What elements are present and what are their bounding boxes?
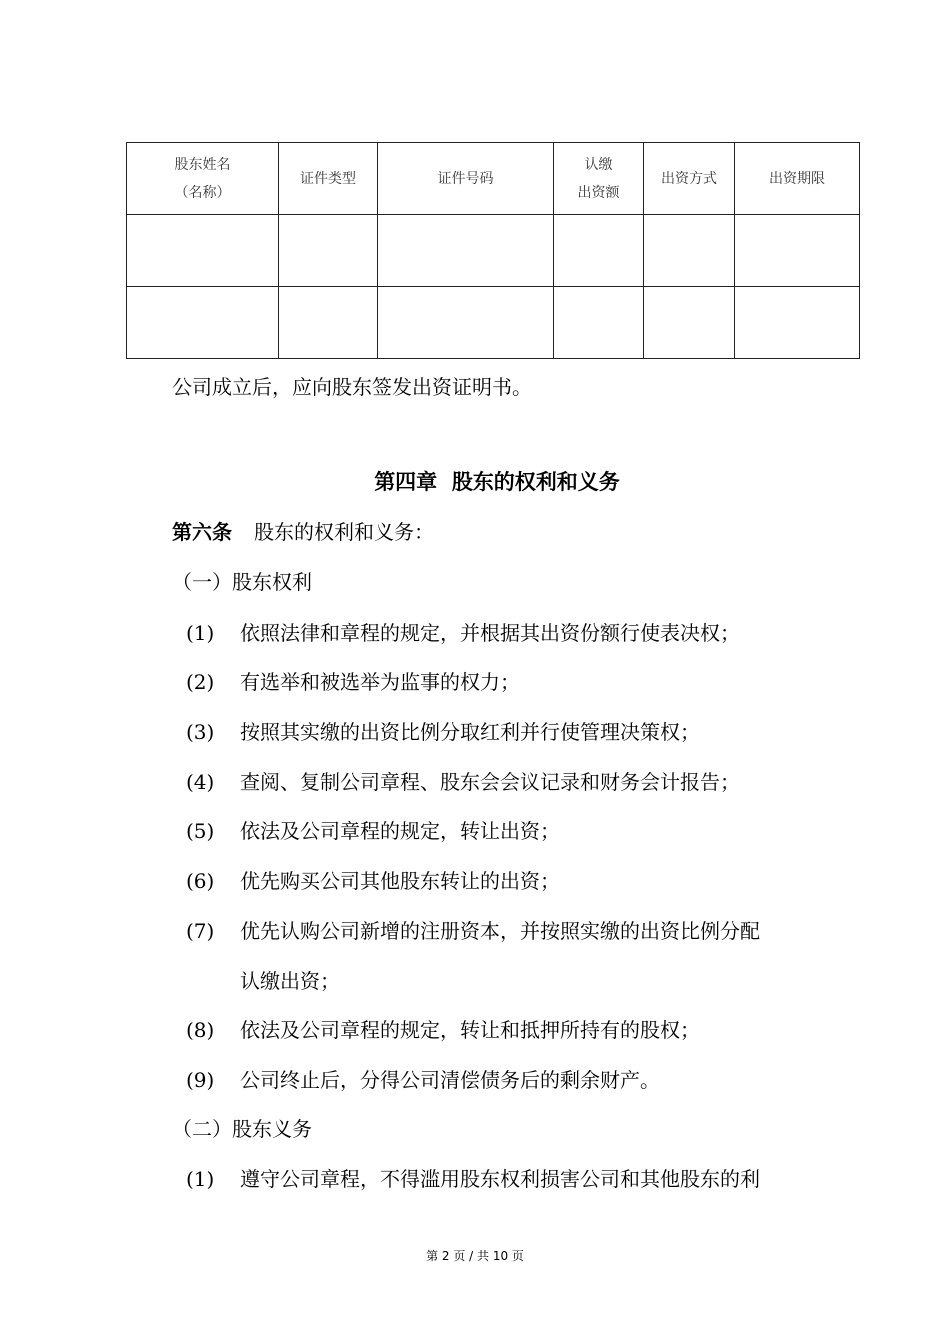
item-number: (7) <box>186 919 215 943</box>
header-shareholder-name <box>127 143 279 215</box>
table-cell <box>378 215 554 287</box>
table-cell <box>554 215 644 287</box>
item-text: 优先购买公司其他股东转让的出资； <box>240 869 560 893</box>
table-cell <box>735 287 860 359</box>
item-number: (5) <box>186 819 215 843</box>
item-number: (1) <box>186 1167 215 1191</box>
header-id-type: 证件类型 <box>279 143 378 215</box>
header-text: （名称） <box>174 184 231 201</box>
table-cell <box>127 287 279 359</box>
item-text: 有选举和被选举为监事的权力； <box>240 670 520 694</box>
list-item <box>186 866 560 896</box>
item-number: (2) <box>186 670 215 694</box>
item-text: 公司终止后，分得公司清偿债务后的剩余财产。 <box>240 1068 660 1092</box>
header-subscribed-amount <box>554 143 644 215</box>
item-number: (1) <box>186 621 215 645</box>
header-id-number: 证件号码 <box>378 143 554 215</box>
item-text: 查阅、复制公司章程、股东会会议记录和财务会计报告； <box>240 770 740 794</box>
header-contribution-deadline: 出资期限 <box>735 143 860 215</box>
header-text: 股东姓名 <box>174 156 231 173</box>
list-item <box>186 717 700 747</box>
item-number: (6) <box>186 869 215 893</box>
header-text: 出资额 <box>577 184 620 201</box>
item-text: 按照其实缴的出资比例分取红利并行使管理决策权； <box>240 720 700 744</box>
rights-heading: （一）股东权利 <box>172 570 312 594</box>
obligations-heading: （二）股东义务 <box>172 1117 312 1141</box>
item-number: (4) <box>186 770 215 794</box>
table-cell <box>554 287 644 359</box>
table-cell <box>644 287 735 359</box>
table-cell <box>735 215 860 287</box>
table-cell <box>127 215 279 287</box>
item-text: 优先认购公司新增的注册资本，并按照实缴的出资比例分配 <box>240 919 760 943</box>
page-footer: 第 2 页 / 共 10 页 <box>426 1249 524 1263</box>
table-row <box>127 215 860 287</box>
table-cell <box>279 215 378 287</box>
list-item <box>186 667 520 697</box>
list-item <box>186 916 760 946</box>
item-text: 依照法律和章程的规定，并根据其出资份额行使表决权； <box>240 621 740 645</box>
table-row <box>127 287 860 359</box>
table-cell <box>644 215 735 287</box>
chapter-heading <box>0 467 950 497</box>
item-text: 依法及公司章程的规定，转让和抵押所持有的股权； <box>240 1018 700 1042</box>
article-number: 第六条 <box>172 520 232 544</box>
certificate-paragraph: 公司成立后，应向股东签发出资证明书。 <box>172 375 532 399</box>
list-item <box>186 1065 660 1095</box>
header-text: 认缴 <box>584 156 613 173</box>
list-item <box>186 618 740 648</box>
item-text: 遵守公司章程，不得滥用股东权利损害公司和其他股东的利 <box>240 1167 760 1191</box>
article-title: 股东的权利和义务： <box>254 520 434 544</box>
list-item <box>186 1164 760 1194</box>
item-continuation: 认缴出资； <box>240 969 340 993</box>
header-contribution-method: 出资方式 <box>644 143 735 215</box>
table-cell <box>279 287 378 359</box>
chapter-title: 股东的权利和义务 <box>451 470 620 494</box>
item-number: (8) <box>186 1018 215 1042</box>
item-number: (9) <box>186 1068 215 1092</box>
item-number: (3) <box>186 720 215 744</box>
article-heading <box>172 517 434 547</box>
list-item <box>186 767 740 797</box>
list-item <box>186 816 560 846</box>
shareholder-table <box>126 142 860 359</box>
table-cell <box>378 287 554 359</box>
chapter-number: 第四章 <box>374 470 438 494</box>
table-header-row <box>127 143 860 215</box>
item-text: 依法及公司章程的规定，转让出资； <box>240 819 560 843</box>
list-item <box>186 1015 700 1045</box>
